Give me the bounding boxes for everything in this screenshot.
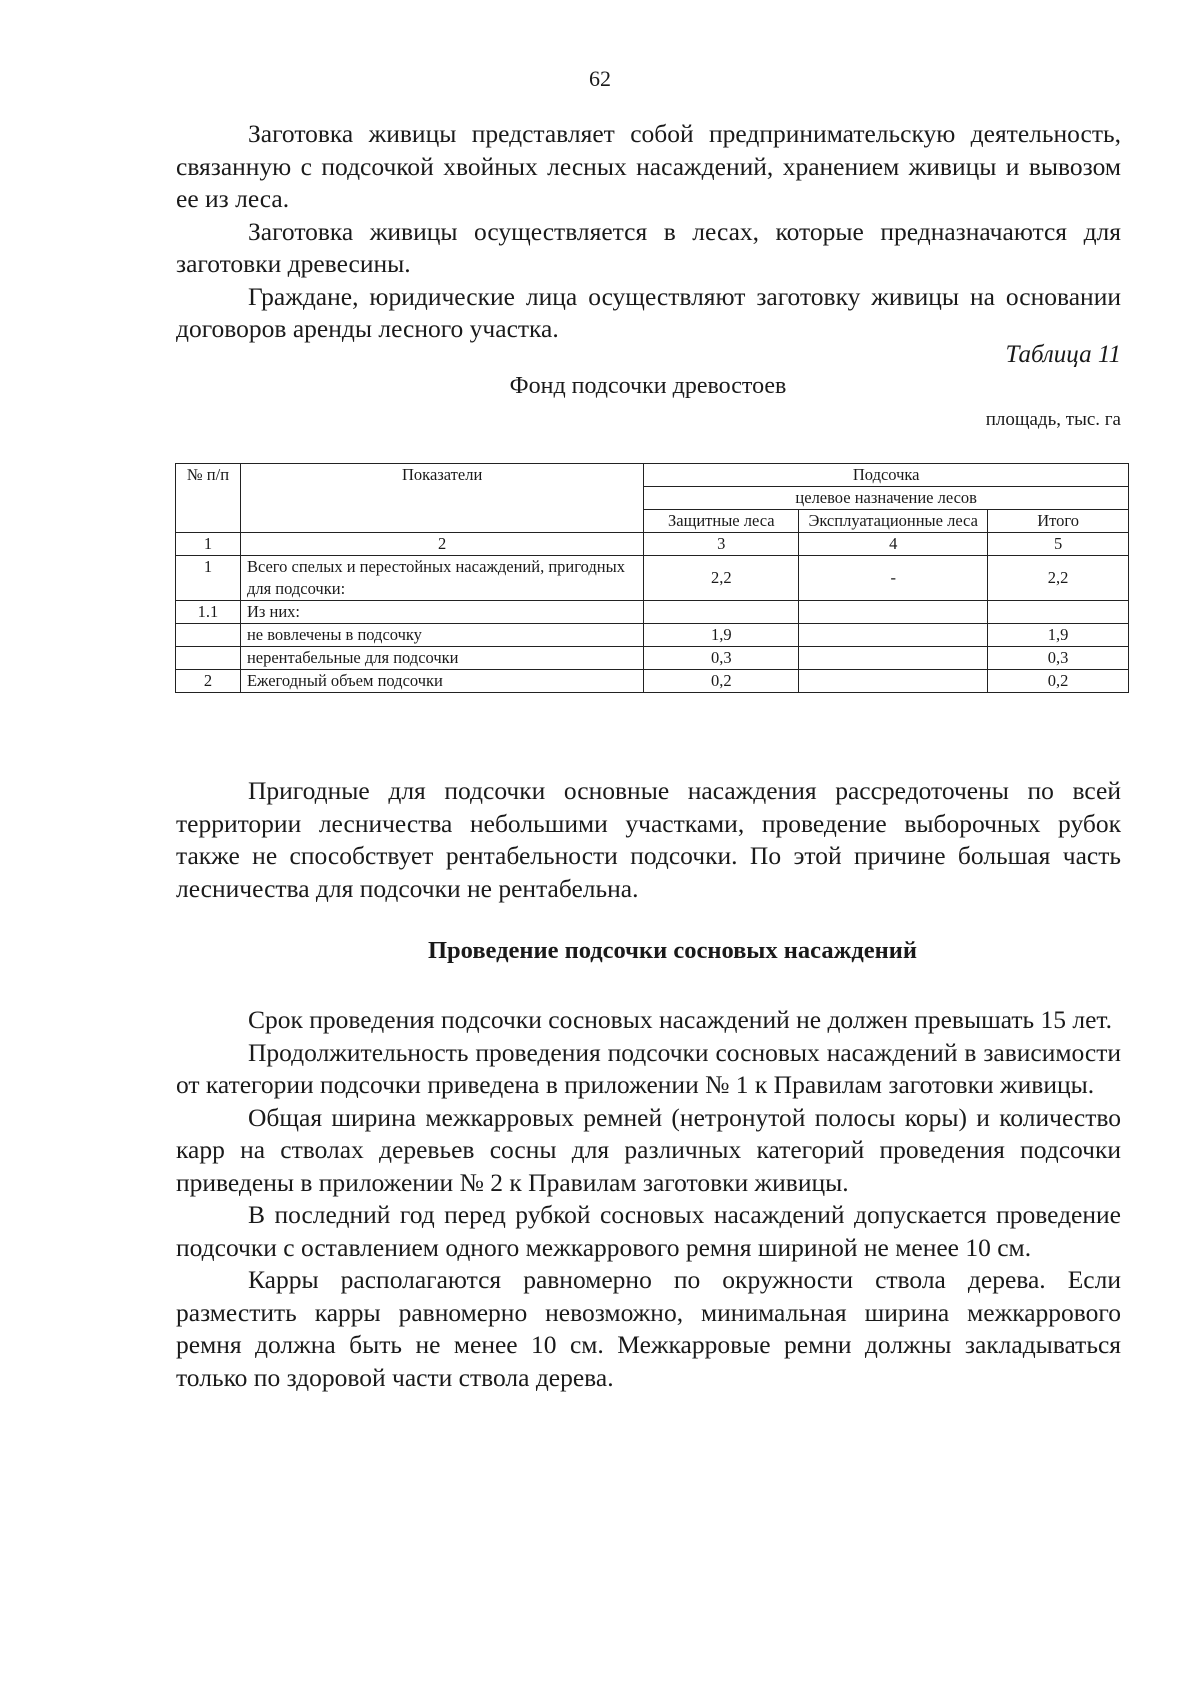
table-row [176,624,1129,647]
column-number: 4 [799,533,988,556]
paragraph: Карры располагаются равномерно по окружности ствола дерева. Если разместить карры равномерно невозможно, минимальная ширина межкаррового ремня должна быть не менее 10 см. Межкарровые ремни должны закладываться только по здоровой части ствола дерева. [176,1265,1121,1392]
paragraph: Заготовка живицы представляет собой предпринимательскую деятельность, связанную с подсочкой хвойных лесных насаждений, хранением живицы и вывозом ее из леса. [176,119,1121,213]
row-num: 1.1 [176,601,241,624]
section-text [176,1004,1121,1394]
table-row [176,556,1129,601]
row-protective [644,601,799,624]
paragraph: Заготовка живицы осуществляется в лесах, которые предназначаются для заготовки древесины. [176,216,1121,278]
row-total [988,601,1129,624]
row-exploitation [799,670,988,693]
header-exploitation: Эксплуатационные леса [799,510,988,533]
row-protective: 0,2 [644,670,799,693]
after-table-text [176,775,1121,905]
row-total: 2,2 [988,556,1129,601]
row-exploitation [799,624,988,647]
header-num: № п/п [176,464,241,533]
tapping-fund-table [175,463,1129,693]
table-row [176,670,1129,693]
row-indicator: Всего спелых и перестойных насаждений, пригодных для подсочки: [240,556,643,601]
row-total: 0,3 [988,647,1129,670]
table-row [176,601,1129,624]
page-number: 62 [589,66,611,91]
row-protective: 0,3 [644,647,799,670]
column-number: 1 [176,533,241,556]
paragraph: В последний год перед рубкой сосновых насаждений допускается проведение подсочки с оставлением одного межкаррового ремня шириной не менее 10 см. [176,1200,1121,1262]
paragraph: Продолжительность проведения подсочки сосновых насаждений в зависимости от категории подсочки приведена в приложении № 1 к Правилам заготовки живицы. [176,1037,1121,1099]
column-number: 3 [644,533,799,556]
table-title: Фонд подсочки древостоев [509,373,787,399]
row-exploitation: - [799,556,988,601]
row-indicator: Ежегодный объем подсочки [240,670,643,693]
row-indicator: Из них: [240,601,643,624]
paragraph: Срок проведения подсочки сосновых насаждений не должен превышать 15 лет. [248,1005,1113,1034]
row-num [176,647,241,670]
row-protective: 2,2 [644,556,799,601]
column-number-row [176,533,1129,556]
row-total: 0,2 [988,670,1129,693]
table-label: Таблица 11 [1005,341,1121,368]
column-number: 5 [988,533,1129,556]
header-indicators: Показатели [240,464,643,533]
row-num: 1 [176,556,241,601]
row-protective: 1,9 [644,624,799,647]
section-heading: Проведение подсочки сосновых насаждений [428,937,917,964]
header-protective: Защитные леса [644,510,799,533]
header-purpose: целевое назначение лесов [644,487,1129,510]
row-total: 1,9 [988,624,1129,647]
paragraph: Пригодные для подсочки основные насаждения рассредоточены по всей территории лесничества небольшими участками, проведение выборочных рубок также не способствует рентабельности подсочки. По этой причине большая часть лесничества для подсочки не рентабельна. [176,776,1121,903]
paragraph: Общая ширина межкарровых ремней (нетронутой полосы коры) и количество карр на стволах деревьев сосны для различных категорий проведения подсочки приведены в приложении № 2 к Правилам заготовки живицы. [176,1102,1121,1197]
row-indicator: нерентабельные для подсочки [240,647,643,670]
header-tapping: Подсочка [644,464,1129,487]
table-row [176,647,1129,670]
row-num: 2 [176,670,241,693]
column-number: 2 [240,533,643,556]
row-exploitation [799,601,988,624]
intro-text [176,118,1121,346]
paragraph: Граждане, юридические лица осуществляют заготовку живицы на основании договоров аренды лесного участка. [176,281,1121,343]
table-units: площадь, тыс. га [985,409,1121,430]
row-exploitation [799,647,988,670]
row-indicator: не вовлечены в подсочку [240,624,643,647]
row-num [176,624,241,647]
header-total: Итого [988,510,1129,533]
